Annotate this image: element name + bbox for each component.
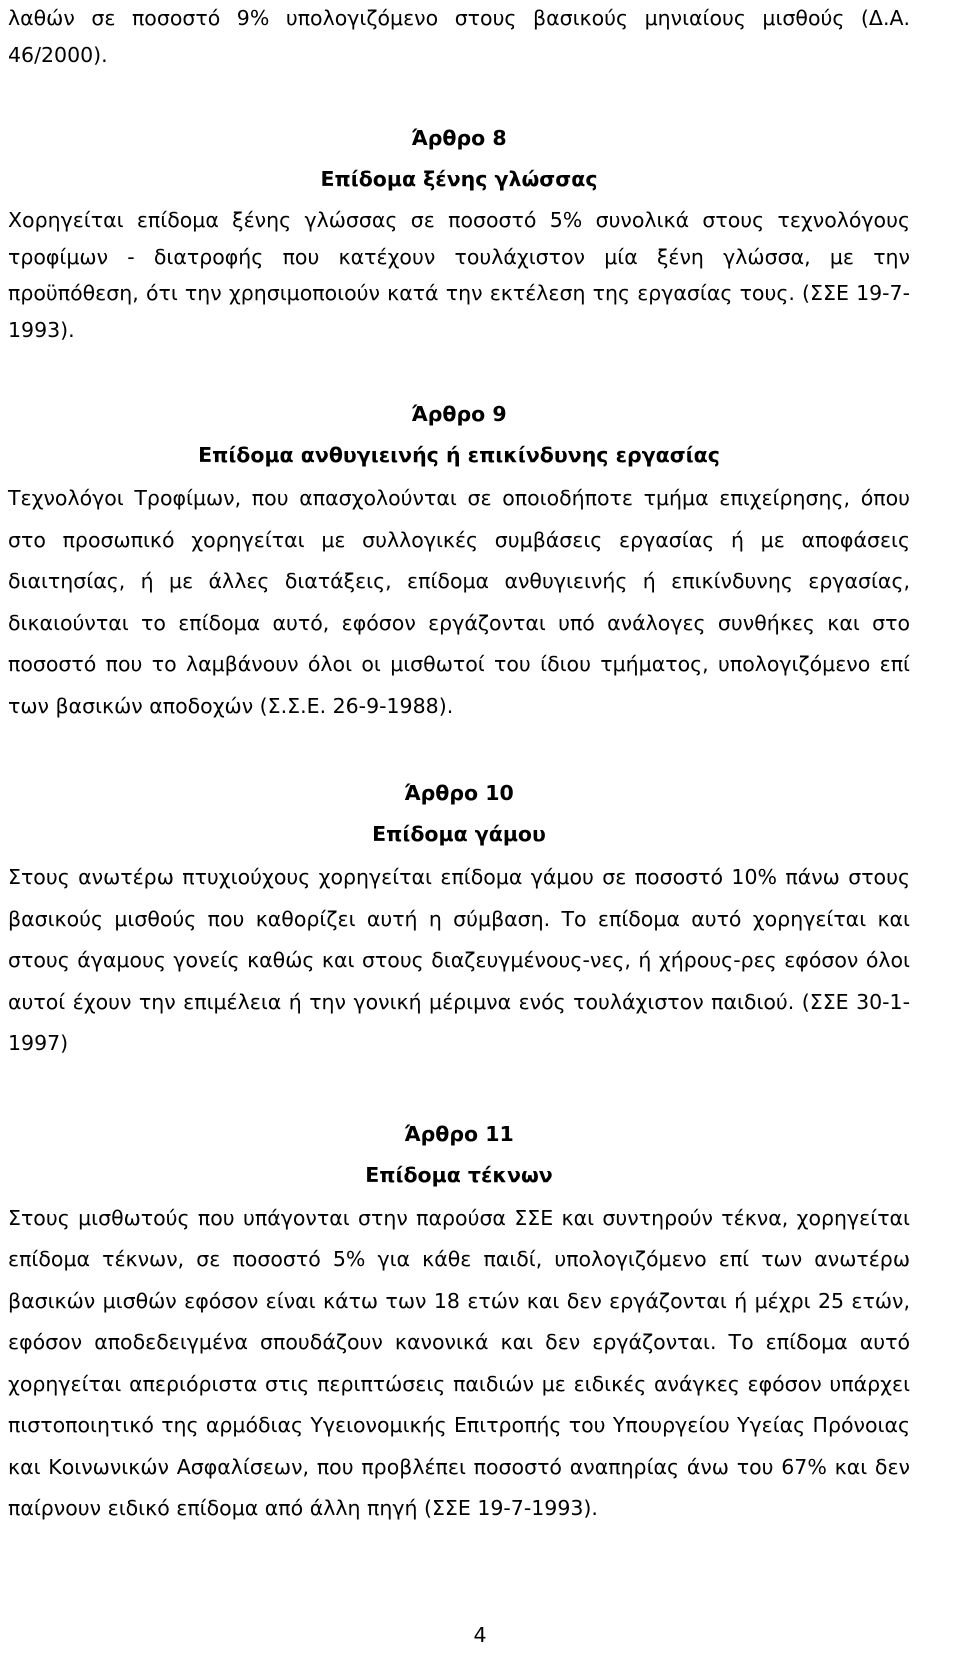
article-11-number: Άρθρο 11 [404, 1121, 514, 1146]
article-8-number: Άρθρο 8 [411, 126, 507, 150]
document-page [8, 0, 910, 1530]
article-9-number: Άρθρο 9 [411, 402, 507, 426]
article-8 [8, 118, 910, 348]
article-11-title: Επίδομα τέκνων [365, 1162, 553, 1187]
article-8-title: Επίδομα ξένης γλώσσας [320, 167, 598, 191]
intro-paragraph: λαθών σε ποσοστό 9% υπολογιζόμενο στους βασικούς μηνιαίους μισθούς (Δ.Α. 46/2000). [8, 6, 910, 67]
article-8-body: Χορηγείται επίδομα ξένης γλώσσας σε ποσοστό 5% συνολικά στους τεχνολόγους τροφίμων - διατροφής που κατέχουν τουλάχιστον μία ξένη γλώσσα, με την προϋπόθεση, ότι την χρησιμοποιούν κατά την εκτέλεση της εργασίας τους. (ΣΣΕ 19-7-1993). [8, 208, 910, 342]
article-10-body: Στους ανωτέρω πτυχιούχους χορηγείται επίδομα γάμου σε ποσοστό 10% πάνω στους βασικούς μισθούς που καθορίζει αυτή η σύμβαση. Το επίδομα αυτό χορηγείται και στους άγαμους γονείς καθώς και στους διαζευγμένους-νες, ή χήρους-ρες εφόσον όλοι αυτοί έχουν την επιμέλεια ή την γονική μέριμνα ενός τουλάχιστον παιδιού. (ΣΣΕ 30-1-1997) [8, 865, 910, 1055]
article-10 [8, 773, 910, 1065]
article-11-body: Στους μισθωτούς που υπάγονται στην παρούσα ΣΣΕ και συντηρούν τέκνα, χορηγείται επίδομα τέκνων, σε ποσοστό 5% για κάθε παιδί, υπολογιζόμενο επί των ανωτέρω βασικών μισθών εφόσον είναι κάτω των 18 ετών και δεν εργάζονται ή μέχρι 25 ετών, εφόσον αποδεδειγμένα σπουδάζουν κανονικά και δεν εργάζονται. Το επίδομα αυτό χορηγείται απεριόριστα στις περιπτώσεις παιδιών με ειδικές ανάγκες εφόσον υπάρχει πιστοποιητικό της αρμόδιας Υγειονομικής Επιτροπής του Υπουργείου Υγείας Πρόνοιας και Κοινωνικών Ασφαλίσεων, που προβλέπει ποσοστό αναπηρίας άνω του 67% και δεν παίρνουν ειδικό επίδομα από άλλη πηγή (ΣΣΕ 19-7-1993). [8, 1205, 910, 1520]
article-10-title: Επίδομα γάμου [372, 822, 546, 846]
article-10-number: Άρθρο 10 [404, 781, 514, 805]
article-11 [8, 1114, 910, 1530]
article-9-body: Τεχνολόγοι Τροφίμων, που απασχολούνται σε οποιοδήποτε τμήμα επιχείρησης, όπου στο προσωπικό χορηγείται με συλλογικές συμβάσεις εργασίας ή με αποφάσεις διαιτησίας, ή με άλλες διατάξεις, επίδομα ανθυγιεινής ή επικίνδυνης εργασίας, δικαιούνται το επίδομα αυτό, εφόσον εργάζονται υπό ανάλογες συνθήκες και στο ποσοστό που το λαμβάνουν όλοι οι μισθωτοί του ίδιου τμήματος, υπολογιζόμενο επί των βασικών αποδοχών (Σ.Σ.Ε. 26-9-1988). [8, 486, 910, 718]
page-number: 4 [473, 1623, 487, 1647]
article-9 [8, 394, 910, 727]
article-9-title: Επίδομα ανθυγιεινής ή επικίνδυνης εργασίας [198, 443, 720, 467]
